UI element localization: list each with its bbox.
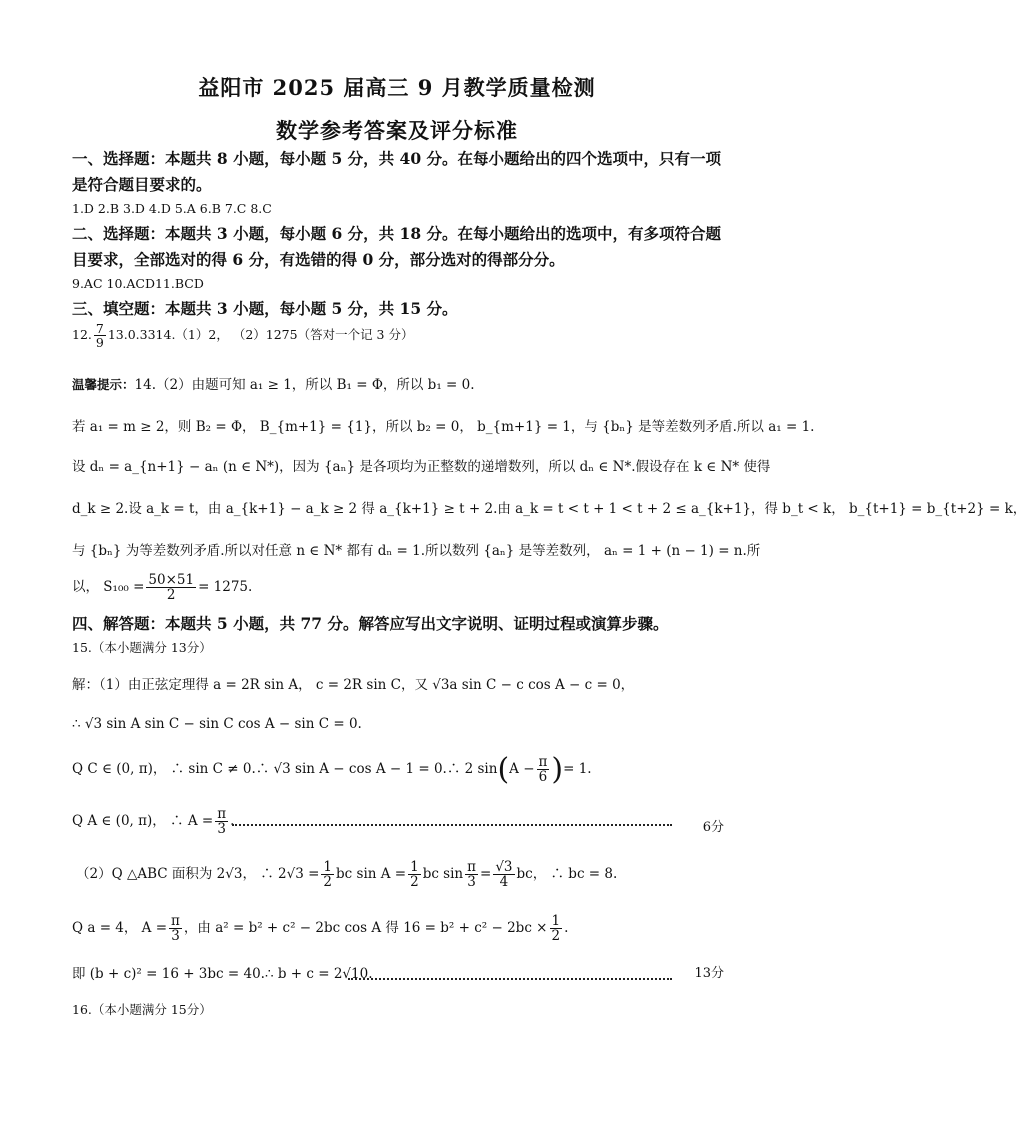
hint-line4: d_k ≥ 2.设 a_k = t，由 a_{k+1} − a_k ≥ 2 得 a_{k+1} ≥ t + 2.由 a_k = t < t + 1 < t + 2 ≤ a_{k+1}，得 b_t < k， b_{t+1} = b_{t+2} = k， (72, 501, 1026, 517)
score-leader-dots-1 (232, 824, 672, 826)
q15-step3 (72, 752, 734, 787)
hint-label: 温馨提示： (72, 377, 135, 392)
s100-prefix: 以， S₁₀₀ = (72, 579, 145, 596)
hint-line1 (72, 373, 734, 393)
q15-step5-mid1: bc sin A = (336, 866, 407, 883)
half-fraction-3 (550, 914, 563, 943)
pi-over-6 (537, 755, 550, 784)
document-title: 益阳市 2025 届高三 9 月教学质量检测 (198, 75, 596, 100)
q15-step3-prefix: Q C ∈ (0, π)， ∴ sin C ≠ 0.∴ √3 sin A − cos A − 1 = 0.∴ 2 sin (72, 761, 498, 777)
section2-heading-line1: 二、选择题：本题共 3 小题，每小题 6 分，共 18 分。在每小题给出的选项中，有多项符合题 (72, 224, 722, 243)
q15-step6-mid: ，由 a² = b² + c² − 2bc cos A 得 16 = b² + c² − 2bc × (183, 920, 548, 937)
hint-line5: 与 {bₙ} 为等差数列矛盾.所以对任意 n ∈ N* 都有 dₙ = 1.所以数列 {aₙ} 是等差数列， aₙ = 1 + (n − 1) = n.所 (72, 543, 761, 559)
q12-denominator: 9 (95, 335, 104, 351)
hint-line2: 若 a₁ = m ≥ 2，则 B₂ = Φ， B_{m+1} = {1}，所以 b₂ = 0， b_{m+1} = 1，与 {bₙ} 是等差数列矛盾.所以 a₁ = 1. (72, 419, 815, 435)
half-num-2: 1 (410, 859, 419, 875)
half-den-3: 2 (551, 928, 561, 945)
half-den-2: 2 (410, 874, 419, 891)
q15-step5-mid3: = (480, 866, 492, 883)
q15-step1: 解：（1）由正弦定理得 a = 2R sin A， c = 2R sin C，又 √3a sin C − c cos A − c = 0， (72, 677, 635, 693)
half-num-3: 1 (551, 913, 561, 929)
section3-heading: 三、填空题：本题共 3 小题，每小题 5 分，共 15 分。 (72, 299, 458, 318)
q15-step3-suffix: = 1. (563, 761, 592, 777)
q15-step6-prefix: Q a = 4， A = (72, 920, 168, 937)
s100-suffix: = 1275. (198, 579, 253, 596)
q15-step5 (76, 860, 734, 889)
pi-over-6-den: 6 (538, 769, 548, 785)
section1-heading-line2: 是符合题目要求的。 (72, 175, 212, 194)
q12-label: 12. (72, 327, 92, 343)
q15-part2-score: 13分 (694, 966, 724, 981)
q15-step6 (72, 914, 734, 943)
left-paren: ( (497, 752, 510, 787)
root3-over-4 (493, 860, 514, 889)
pi-over-3 (215, 807, 228, 836)
q15-step6-suffix: . (564, 920, 569, 937)
section2-heading-line2: 目要求，全部选对的得 6 分，有选错的得 0 分，部分选对的得部分分。 (72, 250, 565, 269)
section4-heading: 四、解答题：本题共 5 小题，共 77 分。解答应写出文字说明、证明过程或演算步骤。 (72, 614, 669, 633)
q15-step2: ∴ √3 sin A sin C − sin C cos A − sin C = 0. (72, 716, 362, 732)
q15-header: 15.（本小题满分 13分） (72, 640, 212, 655)
section3-answers (72, 322, 734, 349)
s100-denominator: 2 (166, 587, 176, 604)
half-num-1: 1 (323, 859, 333, 875)
pi-over-3-b (465, 860, 478, 889)
q15-part1-score: 6分 (702, 820, 724, 835)
q15-step4: Q A ∈ (0, π)， ∴ A = $\frac{\pi}{3}$ . (72, 806, 235, 838)
q15-step5-prefix: （2）Q △ABC 面积为 2√3， ∴ 2√3 = (76, 866, 320, 883)
q15-step3-inner: A − (509, 761, 535, 777)
pi-over-3-num: π (217, 806, 227, 822)
s100-fraction (146, 573, 196, 602)
pi-over-3-b-num: π (467, 859, 476, 875)
root3-over-4-den: 4 (499, 874, 509, 891)
pi-over-3-c-den: 3 (171, 928, 180, 945)
q15-step7: 即 (b + c)² = 16 + 3bc = 40.∴ b + c = 2√10. (72, 966, 373, 982)
hint-line3: 设 dₙ = a_{n+1} − aₙ (n ∈ N*)，因为 {aₙ} 是各项均为正整数的递增数列，所以 dₙ ∈ N*.假设存在 k ∈ N* 使得 (72, 459, 771, 475)
hint-line6 (72, 573, 734, 602)
pi-over-3-c (169, 914, 182, 943)
half-fraction-1 (321, 860, 334, 889)
root3-over-4-num: √3 (495, 859, 513, 875)
pi-over-3-c-num: π (171, 913, 180, 929)
pi-over-3-b-den: 3 (467, 874, 476, 891)
q16-header: 16.（本小题满分 15分） (72, 1002, 212, 1017)
q12-numerator: 7 (95, 321, 104, 336)
half-den-1: 2 (323, 874, 333, 891)
s100-numerator: 50×51 (148, 572, 195, 588)
half-fraction-2 (408, 860, 421, 889)
section1-heading-line1: 一、选择题：本题共 8 小题，每小题 5 分，共 40 分。在每小题给出的四个选项中，只有一项 (72, 149, 722, 168)
section1-answers: 1.D 2.B 3.D 4.D 5.A 6.B 7.C 8.C (72, 201, 272, 216)
q15-step5-suffix: bc， ∴ bc = 8. (516, 866, 618, 883)
section2-answers: 9.AC 10.ACD11.BCD (72, 276, 204, 291)
pi-over-6-num: π (538, 753, 548, 770)
q15-step5-mid2: bc sin (422, 866, 464, 883)
pi-over-3-den: 3 (217, 821, 226, 838)
document-subtitle: 数学参考答案及评分标准 (276, 118, 518, 143)
score-leader-dots-2 (348, 978, 672, 980)
q12-fraction (94, 322, 106, 349)
hint-line1-text: 14.（2）由题可知 a₁ ≥ 1，所以 B₁ = Φ，所以 b₁ = 0. (134, 377, 475, 393)
right-paren: ) (551, 752, 564, 787)
section3-answers-rest: 13.0.3314.（1）2， （2）1275（答对一个记 3 分） (107, 327, 414, 343)
q15-step4-prefix: Q A ∈ (0, π)， ∴ A = (72, 813, 214, 830)
